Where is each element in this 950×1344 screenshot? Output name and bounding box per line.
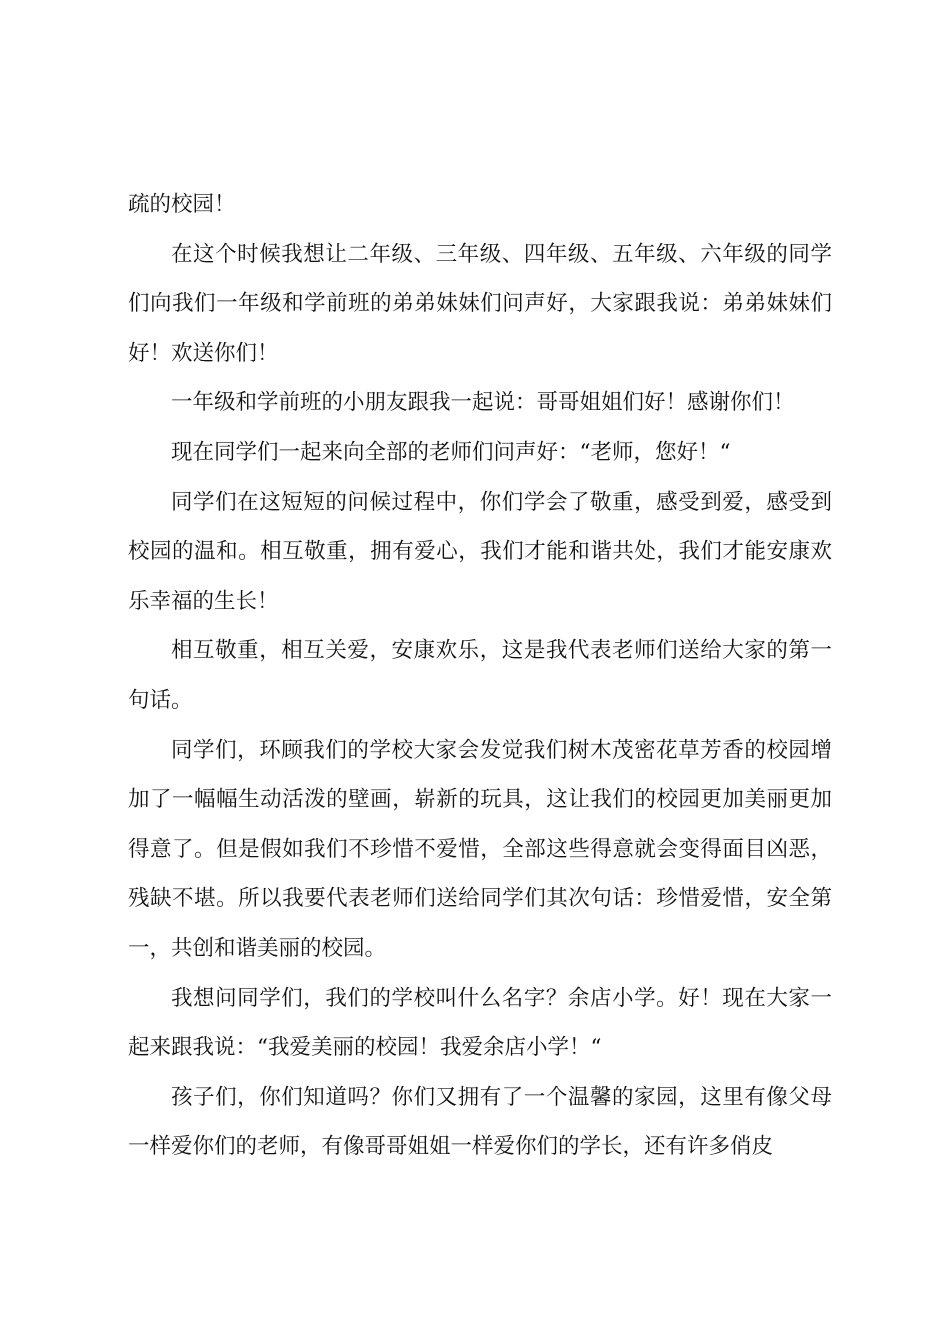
paragraph: 疏的校园！ (128, 192, 236, 217)
paragraph: 同学们，环顾我们的学校大家会发觉我们树木茂密花草芳香的校园增加了一幅幅生动活泼的壁画，崭新的玩具，这让我们的校园更加美丽更加得意了。但是假如我们不珍惜不爱惜，全部这些得意就会变得面目凶恶，残缺不堪。所以我要代表老师们送给同学们其次句话：珍惜爱惜，安全第一，共创和谐美丽的校园。 (128, 737, 832, 961)
document-body (128, 180, 832, 1172)
paragraph: 孩子们，你们知道吗？你们又拥有了一个温馨的家园，这里有像父母一样爱你们的老师，有像哥哥姐姐一样爱你们的学长，还有许多俏皮 (128, 1084, 832, 1160)
paragraph: 相互敬重，相互关爱，安康欢乐，这是我代表老师们送给大家的第一句话。 (128, 638, 832, 713)
paragraph: 我想问同学们，我们的学校叫什么名字？余店小学。好！现在大家一起来跟我说：“我爱美丽的校园！我爱余店小学！“ (128, 985, 832, 1061)
paragraph: 在这个时候我想让二年级、三年级、四年级、五年级、六年级的同学们向我们一年级和学前班的弟弟妹妹们问声好，大家跟我说：弟弟妹妹们好！欢送你们！ (128, 241, 832, 366)
paragraph: 同学们在这短短的问候过程中，你们学会了敬重，感受到爱，感受到校园的温和。相互敬重，拥有爱心，我们才能和谐共处，我们才能安康欢乐幸福的生长！ (128, 489, 832, 614)
paragraph: 一年级和学前班的小朋友跟我一起说：哥哥姐姐们好！感谢你们！ (171, 390, 795, 416)
paragraph: 现在同学们一起来向全部的老师们问声好：“老师，您好！“ (171, 439, 731, 465)
